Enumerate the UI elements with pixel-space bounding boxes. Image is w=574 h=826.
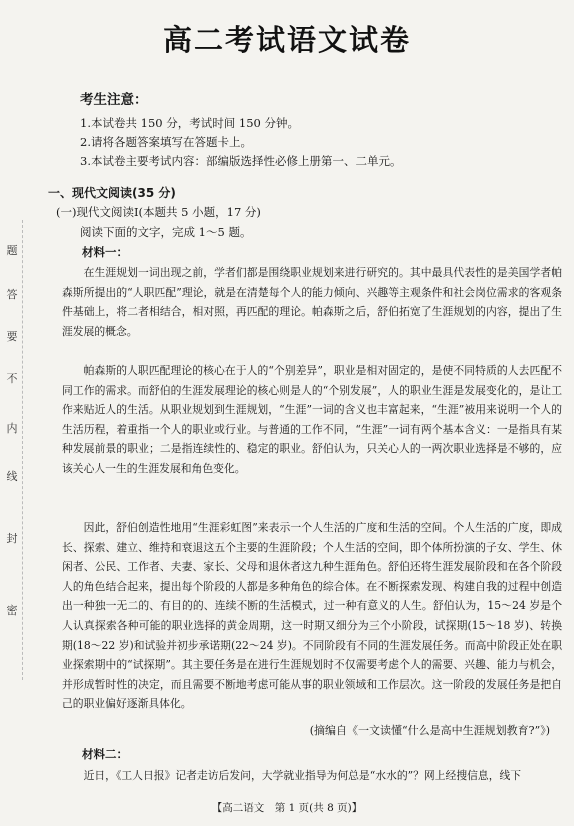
exam-notice	[80, 88, 520, 171]
binding-dashed-line	[22, 220, 23, 680]
margin-char: 内	[6, 422, 18, 435]
material-2-heading: 材料二：	[82, 747, 128, 761]
material-1-heading: 材料一：	[82, 245, 128, 259]
material-1-paragraph: 因此，舒伯创造性地用“生涯彩虹图”来表示一个人生活的广度和生活的空间。个人生活的广度，即成长、探索、建立、维持和衰退这五个主要的生涯阶段；个人生活的空间，即个体所扮演的子女、学生、休闲者、公民、工作者、夫妻、家长、父母和退休者这九种生涯角色。舒伯还将生涯发展阶段和在各个阶段人的角色结合起来，提出每个阶段的人都是多种角色的综合体。在不断探索发现、构建自我的过程中创造出一种独一无二的、有目的的、连续不断的生活模式，过一种有意义的人生。舒伯认为，15～24 岁是个人认真探索各种可能的职业选择的黄金周期，这一时期又细分为三个小阶段，试探期(15～18 岁)、转换期(18～22 岁)和试验并初步承诺期(22～24 岁)。不同阶段有不同的生涯发展任务。而高中阶段正处在职业探索期中的“试探期”。其主要任务是在进行生涯规划时不仅需要考虑个人的需要、兴趣、能力与机会，并形成暂时性的决定，而且需要不断地考虑可能从事的职业领域和工作层次。这一阶段的发展任务是把自己的职业偏好逐渐具体化。	[62, 521, 562, 711]
margin-char: 封	[6, 532, 18, 545]
page-footer: 【高二语文 第 1 页(共 8 页)】	[211, 802, 363, 814]
notice-item: 3.本试卷主要考试内容：部编版选择性必修上册第一、二单元。	[80, 154, 402, 168]
margin-char: 答	[6, 288, 18, 301]
page-title: 高二考试语文试卷	[162, 23, 411, 57]
material-2-paragraph: 近日，《工人日报》记者走访后发问，大学就业指导为何总是“水水的”？网上经搜信息，线下	[83, 769, 522, 782]
margin-char: 要	[6, 330, 18, 343]
margin-char: 密	[6, 604, 18, 617]
section-heading: 一、现代文阅读(35 分)	[48, 186, 176, 200]
margin-char: 不	[6, 372, 18, 385]
margin-char: 线	[6, 470, 18, 483]
material-1-paragraph: 在生涯规划一词出现之前，学者们都是围绕职业规划来进行研究的。其中最具代表性的是美国学者帕森斯所提出的“人职匹配”理论，就是在清楚每个人的能力倾向、兴趣等主观条件和社会岗位需求的客观条件基础上，将二者相结合，相对照，再匹配的理论。帕森斯之后，舒伯拓宽了生涯规划的内容，提出了生涯发展的概念。	[62, 266, 562, 338]
notice-item: 1.本试卷共 150 分，考试时间 150 分钟。	[80, 116, 299, 130]
subsection-heading: (一)现代文阅读Ⅰ(本题共 5 小题，17 分)	[56, 205, 261, 219]
margin-char: 题	[6, 244, 18, 257]
material-1-source: (摘编自《一文读懂“什么是高中生涯规划教育?”》)	[309, 724, 550, 737]
material-1-paragraph: 帕森斯的人职匹配理论的核心在于人的“个别差异”，职业是相对固定的，是使不同特质的人去匹配不同工作的需求。而舒伯的生涯发展理论的核心则是人的“个别发展”，人的职业生涯是发展变化的，是让工作来贴近人的生活。从职业规划到生涯规划，“生涯”一词的含义也丰富起来，“生涯”被用来说明一个人的生活历程，着重指一个人的职业或行业。与普通的工作不同，“生涯”一词有两个基本含义：一是指具有某种发展前景的职业；二是指连续性的、稳定的职业。舒伯认为，只关心人的一两次职业选择是不够的，应该关心人一生的生涯发展和角色变化。	[62, 364, 562, 475]
binding-margin	[4, 230, 20, 650]
notice-item: 2.请将各题答案填写在答题卡上。	[80, 135, 252, 149]
notice-heading: 考生注意：	[80, 92, 148, 108]
reading-instruction: 阅读下面的文字，完成 1～5 题。	[80, 225, 252, 239]
